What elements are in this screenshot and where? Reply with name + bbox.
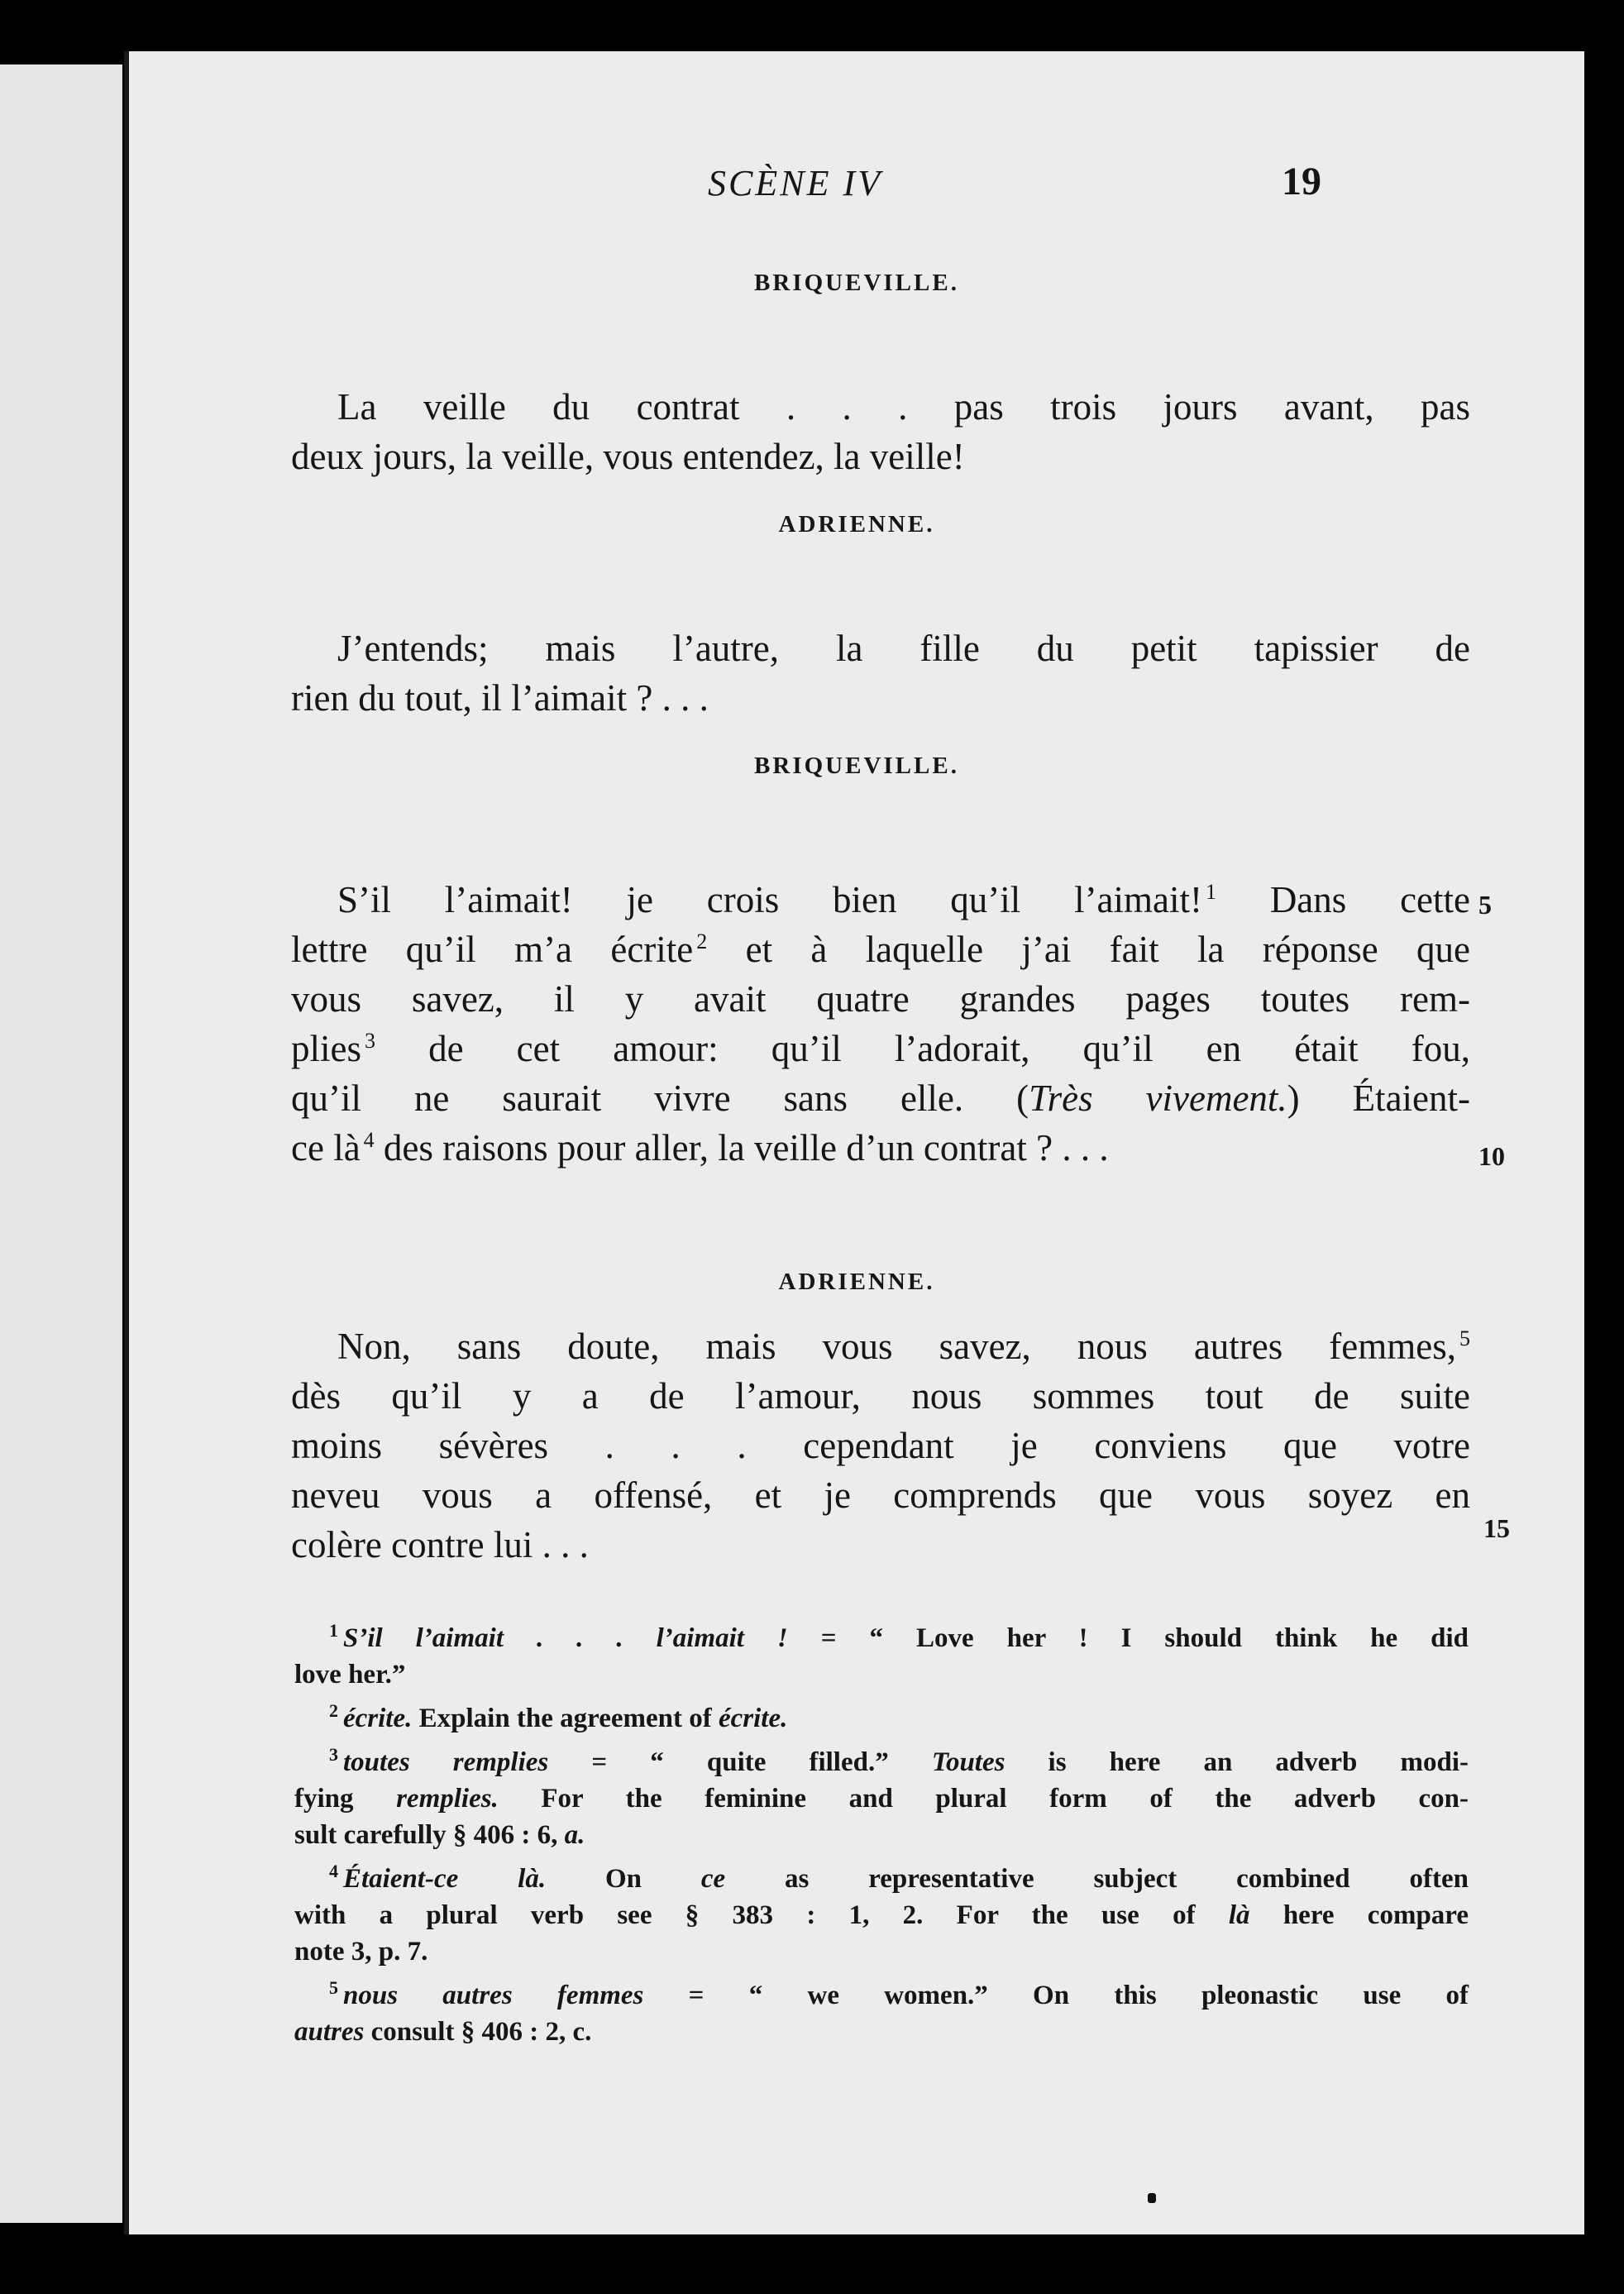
footnote-term: Toutes xyxy=(931,1747,1005,1777)
footnote-text: consult § 406 : 2, c. xyxy=(364,2017,592,2047)
footnote-text: Explain the agreement of xyxy=(412,1704,719,1733)
speech-text: S’il l’aimait! je crois bien qu’il l’aimait! xyxy=(337,879,1203,920)
page-number: 19 xyxy=(1282,160,1321,203)
footnote-2 xyxy=(294,1693,1469,1737)
speech-line: J’entends; mais l’autre, la fille du petit tapissier de xyxy=(337,628,1470,669)
footnote-term: Étaient-ce là. xyxy=(343,1864,547,1894)
footnote-3-cont xyxy=(294,1817,1469,1853)
footnote-term: S’il l’aimait . . . l’aimait ! xyxy=(343,1623,788,1653)
scan-speck xyxy=(1148,2193,1156,2203)
footnote-term: écrite. xyxy=(718,1704,788,1733)
footnote-mark[interactable]: 2 xyxy=(696,930,708,953)
footnote-4-cont xyxy=(294,1897,1469,1933)
footnote-term: toutes remplies xyxy=(343,1747,549,1777)
footnote-term: là xyxy=(1228,1900,1250,1930)
speech-text: Dans cette xyxy=(1269,879,1471,920)
speech-block xyxy=(291,1321,1470,1570)
footnote-text: = “ we women.” On this pleonastic use of xyxy=(643,1981,1469,2010)
footnote-number: 4 xyxy=(329,1861,338,1881)
footnote-term: remplies. xyxy=(396,1784,499,1814)
footnote-4 xyxy=(294,1853,1469,1897)
speech-text: de cet amour: qu’il l’adorait, qu’il en était fou, xyxy=(428,1028,1471,1069)
footnote-number: 5 xyxy=(329,1977,338,1998)
facing-page-edge xyxy=(0,65,122,2223)
speech-block xyxy=(291,624,1470,723)
running-head xyxy=(129,162,1584,220)
footnote-term: écrite. xyxy=(343,1704,413,1733)
speech-line xyxy=(291,1123,1470,1173)
footnote-number: 3 xyxy=(329,1744,338,1765)
running-title: SCÈNE IV xyxy=(708,163,882,203)
footnote-5-cont xyxy=(294,2014,1469,2050)
footnote-1 xyxy=(294,1613,1469,1656)
footnote-text: here compare xyxy=(1249,1900,1469,1930)
footnotes xyxy=(294,1613,1469,2050)
book-page xyxy=(124,51,1584,2234)
speaker-name: ADRIENNE. xyxy=(778,511,935,538)
footnote-text: = “ quite filled.” xyxy=(548,1747,932,1777)
footnote-number: 2 xyxy=(329,1700,338,1721)
footnote-term: nous autres femmes xyxy=(343,1981,644,2010)
speech-block xyxy=(291,875,1470,1173)
speech-line: moins sévères . . . cependant je conviens que votre xyxy=(291,1425,1470,1466)
footnote-mark[interactable]: 3 xyxy=(365,1029,375,1053)
speech-text: ce là xyxy=(291,1127,361,1169)
footnote-text: For the feminine and plural form of the adverb con- xyxy=(498,1784,1469,1814)
footnote-number: 1 xyxy=(329,1620,338,1641)
footnote-text: fying xyxy=(294,1784,397,1814)
speech-line xyxy=(291,1073,1470,1123)
stage-direction: Très vivement. xyxy=(1029,1078,1287,1119)
speech-line: colère contre lui . . . xyxy=(291,1524,589,1565)
footnote-mark[interactable]: 4 xyxy=(363,1128,375,1152)
speech-block xyxy=(291,382,1470,481)
speech-line: vous savez, il y avait quatre grandes pages toutes rem- xyxy=(291,978,1470,1020)
speech-line: dès qu’il y a de l’amour, nous sommes tout de suite xyxy=(291,1375,1470,1417)
footnote-3 xyxy=(294,1737,1469,1780)
footnote-text: with a plural verb see § 383 : 1, 2. For the use of xyxy=(294,1900,1229,1930)
footnote-5 xyxy=(294,1970,1469,2014)
speech-line: rien du tout, il l’aimait ? . . . xyxy=(291,677,709,719)
line-number: 5 xyxy=(1478,890,1492,920)
footnote-text: is here an adverb modi- xyxy=(1005,1747,1469,1777)
speech-text: Non, sans doute, mais vous savez, nous autres femmes, xyxy=(337,1326,1456,1367)
speech-line xyxy=(291,1024,1470,1073)
speaker-name: BRIQUEVILLE. xyxy=(754,270,959,296)
footnote-text: = “ Love her ! I should think he did xyxy=(787,1623,1469,1653)
line-number: 15 xyxy=(1483,1513,1510,1543)
speech-text: plies xyxy=(291,1028,361,1069)
footnote-text: On xyxy=(546,1864,701,1894)
speech-text: et à laquelle j’ai fait la réponse que xyxy=(745,929,1471,970)
speech-line: La veille du contrat . . . pas trois jours avant, pas xyxy=(337,386,1470,428)
speaker-name: BRIQUEVILLE. xyxy=(754,753,959,779)
speech-line xyxy=(291,1321,1470,1371)
speech-text: ) Étaient- xyxy=(1287,1078,1470,1119)
footnote-term: a. xyxy=(564,1820,585,1850)
footnote-mark[interactable]: 1 xyxy=(1206,880,1217,904)
speech-text: qu’il ne saurait vivre sans elle. ( xyxy=(291,1078,1029,1119)
footnote-3-cont xyxy=(294,1780,1469,1817)
speech-line xyxy=(291,875,1470,925)
footnote-text: as representative subject combined often xyxy=(725,1864,1469,1894)
speech-line: deux jours, la veille, vous entendez, la veille! xyxy=(291,436,965,477)
footnote-1-cont: love her.” xyxy=(294,1660,406,1689)
speech-text: lettre qu’il m’a écrite xyxy=(291,929,694,970)
footnote-4-cont: note 3, p. 7. xyxy=(294,1937,428,1967)
footnote-text: sult carefully § 406 : 6, xyxy=(294,1820,565,1850)
speech-line: neveu vous a offensé, et je comprends que vous soyez en xyxy=(291,1474,1470,1516)
speaker-name: ADRIENNE. xyxy=(778,1269,935,1295)
speech-line xyxy=(291,925,1470,974)
footnote-term: ce xyxy=(700,1864,726,1894)
speech-text: des raisons pour aller, la veille d’un contrat ? . . . xyxy=(383,1127,1109,1169)
line-number: 10 xyxy=(1478,1141,1505,1171)
footnote-mark[interactable]: 5 xyxy=(1459,1326,1470,1350)
footnote-term: autres xyxy=(294,2017,365,2047)
